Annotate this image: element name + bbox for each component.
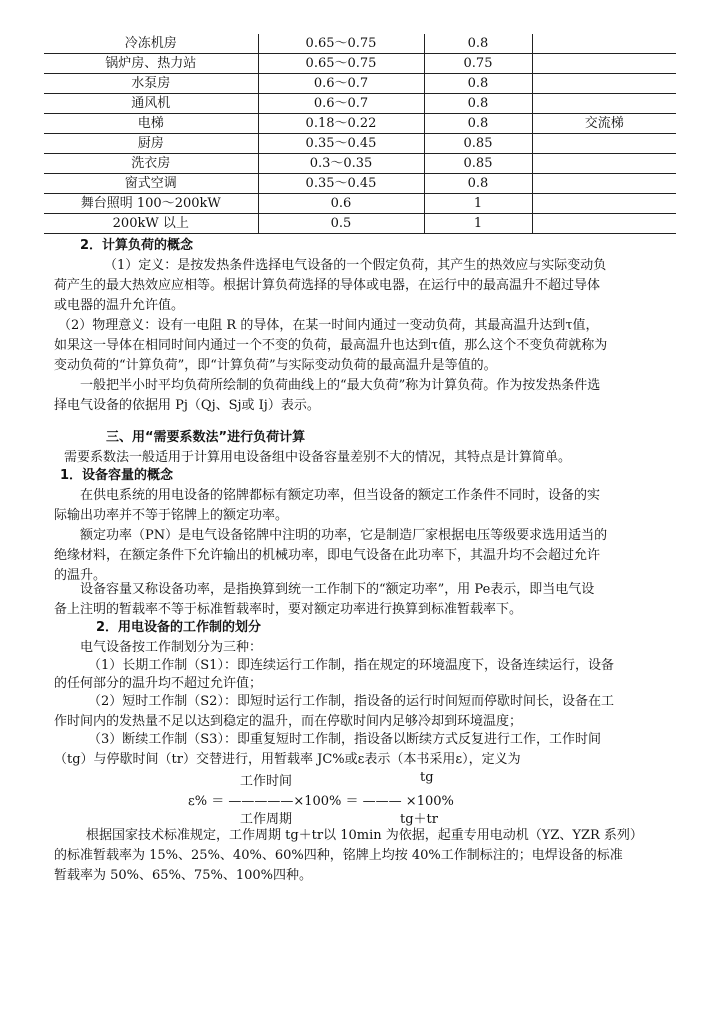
table-row xyxy=(44,194,676,214)
heading-equipment-capacity: 1．设备容量的概念 xyxy=(60,468,174,483)
table-cell-kx: 0.65～0.75 xyxy=(258,34,424,54)
table-cell-cos: 0.8 xyxy=(424,94,532,114)
paragraph-line: 暂载率为 50%、65%、75%、100%四种。 xyxy=(54,868,312,883)
formula-main-line: ε% ＝ —————×100% ＝ ——— ×100% xyxy=(188,794,454,809)
paragraph-line: （3）断续工作制（S3）：即重复短时工作制，指设备以断续方式反复进行工作，工作时间 xyxy=(88,732,601,747)
table-cell-name: 洗衣房 xyxy=(44,154,258,174)
paragraph-line: 电气设备按工作制划分为三种： xyxy=(80,640,263,655)
paragraph-line: 绝缘材料，在额定条件下允许输出的机械功率，即电气设备在此功率下，其温升均不会超过允许 xyxy=(54,548,601,563)
table-cell-note xyxy=(532,34,676,54)
table-cell-note xyxy=(532,134,676,154)
table-cell-cos: 0.8 xyxy=(424,74,532,94)
table-row xyxy=(44,114,676,134)
table-cell-cos: 0.85 xyxy=(424,154,532,174)
table-row xyxy=(44,74,676,94)
table-row xyxy=(44,94,676,114)
paragraph-line: 变动负荷的“计算负荷”，即“计算负荷”与实际变动负荷的最高温升是等值的。 xyxy=(54,358,497,373)
table-cell-note xyxy=(532,74,676,94)
paragraph-line: 作时间内的发热量不足以达到稳定的温升，而在停歇时间内足够冷却到环境温度； xyxy=(54,714,523,729)
formula-denominator-1: 工作周期 xyxy=(240,812,293,827)
paragraph-line: 的温升。 xyxy=(54,568,107,583)
table-cell-note xyxy=(532,54,676,74)
table-cell-name: 锅炉房、热力站 xyxy=(44,54,258,74)
table-cell-cos: 1 xyxy=(424,194,532,214)
paragraph-line: 或电器的温升允许值。 xyxy=(54,298,185,313)
demand-coefficient-table xyxy=(44,34,676,234)
paragraph-line: 际输出功率并不等于铭牌上的额定功率。 xyxy=(54,508,289,523)
table-cell-note xyxy=(532,174,676,194)
table-cell-name: 通风机 xyxy=(44,94,258,114)
heading-calculated-load: 2．计算负荷的概念 xyxy=(80,238,194,253)
paragraph-line: 一般把半小时平均负荷所绘制的负荷曲线上的“最大负荷”称为计算负荷。作为按发热条件选 xyxy=(80,378,601,393)
table-cell-note xyxy=(532,214,676,234)
paragraph-line: 在供电系统的用电设备的铭牌都标有额定功率，但当设备的额定工作条件不同时，设备的实 xyxy=(80,488,601,503)
table-cell-cos: 0.85 xyxy=(424,134,532,154)
paragraph-line: 需要系数法一般适用于计算用电设备组中设备容量差别不大的情况，其特点是计算简单。 xyxy=(64,450,572,465)
heading-duty-classification: 2．用电设备的工作制的划分 xyxy=(96,620,262,635)
table-cell-cos: 0.75 xyxy=(424,54,532,74)
formula-numerator-1: 工作时间 xyxy=(240,774,293,789)
table-row xyxy=(44,34,676,54)
table-cell-name: 冷冻机房 xyxy=(44,34,258,54)
table-cell-name: 舞台照明 100～200kW xyxy=(44,194,258,214)
table-cell-note xyxy=(532,154,676,174)
table-cell-kx: 0.35～0.45 xyxy=(258,174,424,194)
table-cell-cos: 0.8 xyxy=(424,174,532,194)
table-cell-kx: 0.6～0.7 xyxy=(258,94,424,114)
table-cell-note: 交流梯 xyxy=(532,114,676,134)
table-row xyxy=(44,134,676,154)
table-cell-kx: 0.18～0.22 xyxy=(258,114,424,134)
paragraph-line: 荷产生的最大热效应应相等。根据计算负荷选择的导体或电器，在运行中的最高温升不超过导体 xyxy=(54,278,601,293)
table-cell-name: 厨房 xyxy=(44,134,258,154)
table-cell-cos: 0.8 xyxy=(424,114,532,134)
formula-numerator-2: tg xyxy=(420,770,434,785)
table-row xyxy=(44,154,676,174)
table-cell-cos: 1 xyxy=(424,214,532,234)
table-cell-name: 200kW 以上 xyxy=(44,214,258,234)
table-cell-kx: 0.5 xyxy=(258,214,424,234)
table-cell-cos: 0.8 xyxy=(424,34,532,54)
paragraph-line: 的标准暂载率为 15%、25%、40%、60%四种，铭牌上均按 40%工作制标注的；电焊设备的标准 xyxy=(54,848,623,863)
paragraph-line: （1）长期工作制（S1）：即连续运行工作制，指在规定的环境温度下，设备连续运行，设备 xyxy=(88,658,614,673)
table-cell-kx: 0.3～0.35 xyxy=(258,154,424,174)
table-cell-kx: 0.6 xyxy=(258,194,424,214)
paragraph-line: （2）短时工作制（S2）：即短时运行工作制，指设备的运行时间短而停歇时间长，设备在工 xyxy=(88,694,614,709)
table-cell-note xyxy=(532,194,676,214)
table-row xyxy=(44,54,676,74)
paragraph-line: （1）定义：是按发热条件选择电气设备的一个假定负荷，其产生的热效应与实际变动负 xyxy=(104,258,607,273)
paragraph-line: （2）物理意义：设有一电阻 R 的导体，在某一时间内通过一变动负荷，其最高温升达到τ值， xyxy=(58,318,599,333)
section-heading: 三、用“需要系数法”进行负荷计算 xyxy=(106,430,306,445)
table-cell-name: 电梯 xyxy=(44,114,258,134)
table-cell-kx: 0.35～0.45 xyxy=(258,134,424,154)
paragraph-line: 根据国家技术标准规定，工作周期 tg＋tr以 10min 为依据，起重专用电动机（YZ、YZR 系列） xyxy=(86,828,643,843)
table-cell-note xyxy=(532,94,676,114)
paragraph-line: 额定功率（PN）是电气设备铭牌中注明的功率，它是制造厂家根据电压等级要求选用适当的 xyxy=(80,528,608,543)
table-cell-name: 窗式空调 xyxy=(44,174,258,194)
paragraph-line: （tg）与停歇时间（tr）交替进行，用暂载率 JC%或ε表示（本书采用ε），定义为 xyxy=(54,752,521,767)
table-row xyxy=(44,214,676,234)
table-row xyxy=(44,174,676,194)
paragraph-line: 的任何部分的温升均不超过允许值； xyxy=(54,676,263,691)
paragraph-line: 设备容量又称设备功率，是指换算到统一工作制下的“额定功率”，用 Pe表示，即当电气设 xyxy=(80,582,595,597)
paragraph-line: 如果这一导体在相同时间内通过一个不变的负荷，最高温升也达到τ值，那么这个不变负荷就称为 xyxy=(54,338,608,353)
formula-denominator-2: tg＋tr xyxy=(400,812,438,827)
table-cell-name: 水泵房 xyxy=(44,74,258,94)
paragraph-line: 择电气设备的依据用 Pj（Qj、Sj或 Ij）表示。 xyxy=(54,398,320,413)
table-cell-kx: 0.65～0.75 xyxy=(258,54,424,74)
paragraph-line: 备上注明的暂载率不等于标准暂载率时，要对额定功率进行换算到标准暂载率下。 xyxy=(54,602,523,617)
table-cell-kx: 0.6～0.7 xyxy=(258,74,424,94)
